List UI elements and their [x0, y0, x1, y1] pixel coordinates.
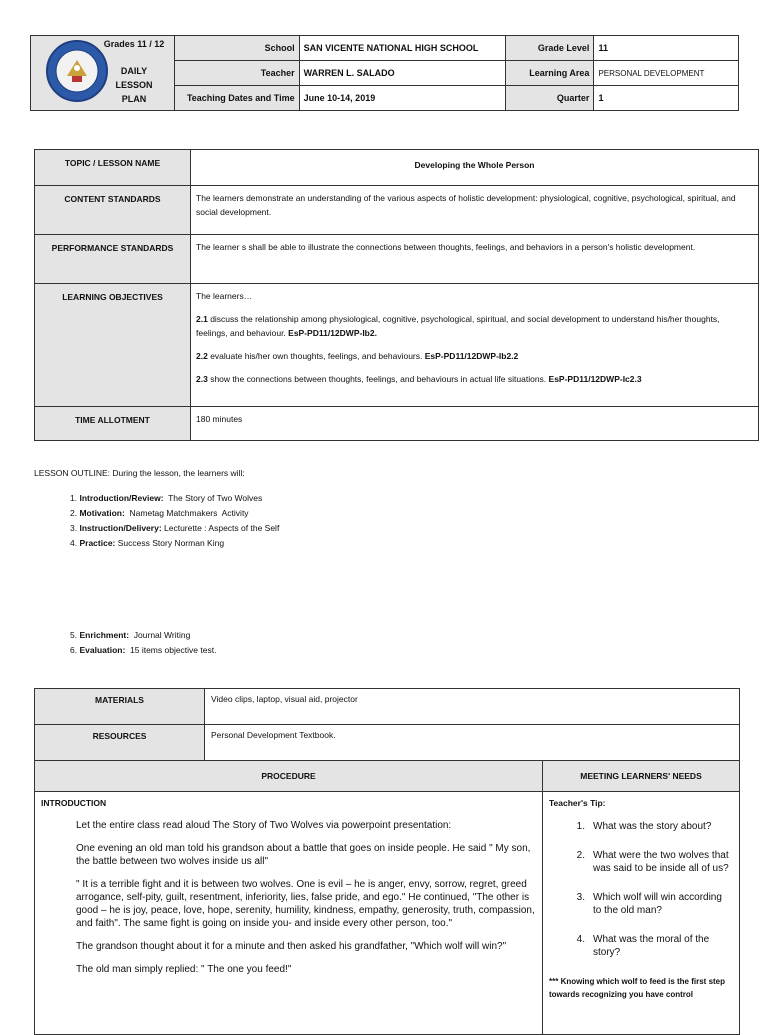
- performance-standards-label: PERFORMANCE STANDARDS: [35, 235, 191, 284]
- list-item: 4. Practice: Success Story Norman King: [70, 538, 225, 548]
- story-paragraph: The old man simply replied: " The one you feed!": [76, 964, 292, 975]
- topic-value: Developing the Whole Person: [191, 150, 759, 186]
- lesson-info-table: [34, 149, 759, 441]
- objective-item: 2.2 evaluate his/her own thoughts, feelings, and behaviours. EsP-PD11/12DWP-Ib2.2: [196, 351, 519, 361]
- materials-label: MATERIALS: [35, 689, 205, 725]
- quarter-label: Quarter: [505, 86, 594, 111]
- objective-item: 2.3 show the connections between thoughts, feelings, and behaviours in actual life situations. EsP-PD11/12DWP-Ic2.3: [196, 374, 642, 384]
- lesson-outline-list-continued: [70, 628, 216, 658]
- resources-label: RESOURCES: [35, 725, 205, 761]
- list-item: 3. Which wolf will win according to the old man?: [576, 892, 722, 916]
- learning-objectives-label: LEARNING OBJECTIVES: [35, 284, 191, 407]
- seal-cell: [31, 36, 175, 111]
- procedure-table: [34, 688, 740, 1035]
- list-item: 5. Enrichment: Journal Writing: [70, 630, 191, 640]
- story-paragraph: Let the entire class read aloud The Story of Two Wolves via powerpoint presentation:: [76, 820, 452, 831]
- objectives-intro: The learners…: [196, 291, 253, 301]
- learning-area-label: Learning Area: [505, 61, 594, 86]
- story-paragraph: The grandson thought about it for a minute and then asked his grandfather, "Which wolf will win?": [76, 941, 507, 952]
- list-item: 4. What was the moral of the story?: [576, 934, 710, 958]
- story-paragraph: " It is a terrible fight and it is between two wolves. One is evil – he is anger, envy, sorrow, regret, greed arrogance, self-pity, guilt, resentment, inferiority, lies, false pride, and ego." He continued, "The other is good – he is joy, peace, love, hope, serenity, humility, kindness, empathy, generosity, truth, compassion, and faith". The same fight is going on inside you- and inside every other person, too.": [76, 879, 535, 929]
- grades-label: Grades 11 / 12: [103, 39, 165, 49]
- list-item: 1. What was the story about?: [576, 821, 712, 832]
- teachers-tip-cell: [543, 792, 740, 1035]
- quarter-value: 1: [594, 86, 739, 111]
- content-standards-label: CONTENT STANDARDS: [35, 186, 191, 235]
- story-paragraph: One evening an old man told his grandson about a battle that goes on inside people. He said " My son, the battle between two wolves inside us all": [76, 843, 531, 867]
- introduction-cell: [35, 792, 543, 1035]
- daily-lesson-plan-title: DAILY LESSON PLAN: [115, 66, 153, 104]
- deped-seal-icon: [45, 38, 109, 104]
- teacher-label: Teacher: [175, 61, 300, 86]
- lesson-outline-list: [70, 491, 279, 551]
- materials-value: Video clips, laptop, visual aid, projector: [205, 689, 740, 725]
- grade-level-label: Grade Level: [505, 36, 594, 61]
- time-allotment-value: 180 minutes: [191, 407, 759, 441]
- procedure-header: PROCEDURE: [35, 761, 543, 792]
- header-table: [30, 35, 739, 111]
- introduction-heading: INTRODUCTION: [41, 798, 107, 808]
- time-allotment-label: TIME ALLOTMENT: [35, 407, 191, 441]
- teacher-value: WARREN L. SALADO: [299, 61, 505, 86]
- dates-label: Teaching Dates and Time: [175, 86, 300, 111]
- learning-objectives-value: [191, 284, 759, 407]
- lesson-outline-intro: LESSON OUTLINE: During the lesson, the learners will:: [34, 468, 245, 478]
- teachers-tip-heading: Teacher's Tip:: [549, 798, 606, 808]
- objective-item: 2.1 discuss the relationship among physiological, cognitive, psychological, spiritual, and social development to understand his/her thoughts, feelings, and behaviour. EsP-PD11/12DWP-Ib2.: [196, 314, 720, 338]
- content-standards-value: The learners demonstrate an understanding of the various aspects of holistic development: physiological, cognitive, psychological, spiritual, and social development.: [191, 186, 759, 235]
- dates-value: June 10-14, 2019: [299, 86, 505, 111]
- list-item: 6. Evaluation: 15 items objective test.: [70, 645, 217, 655]
- performance-standards-value: The learner s shall be able to illustrate the connections between thoughts, feelings, and behaviors in a person's holistic development.: [191, 235, 759, 284]
- grade-level-value: 11: [594, 36, 739, 61]
- list-item: 3. Instruction/Delivery: Lecturette : Aspects of the Self: [70, 523, 280, 533]
- school-value: SAN VICENTE NATIONAL HIGH SCHOOL: [299, 36, 505, 61]
- school-label: School: [175, 36, 300, 61]
- list-item: 1. Introduction/Review: The Story of Two Wolves: [70, 493, 263, 503]
- list-item: 2. Motivation: Nametag Matchmakers Activity: [70, 508, 249, 518]
- list-item: 2. What were the two wolves that was said to be inside all of us?: [576, 850, 729, 874]
- learning-area-value: PERSONAL DEVELOPMENT: [594, 61, 739, 86]
- final-note: *** Knowing which wolf to feed is the first step towards recognizing you have control: [549, 977, 726, 999]
- resources-value: Personal Development Textbook.: [205, 725, 740, 761]
- topic-label: TOPIC / LESSON NAME: [35, 150, 191, 186]
- learners-needs-header: MEETING LEARNERS' NEEDS: [543, 761, 740, 792]
- teachers-tip-list: [549, 820, 733, 959]
